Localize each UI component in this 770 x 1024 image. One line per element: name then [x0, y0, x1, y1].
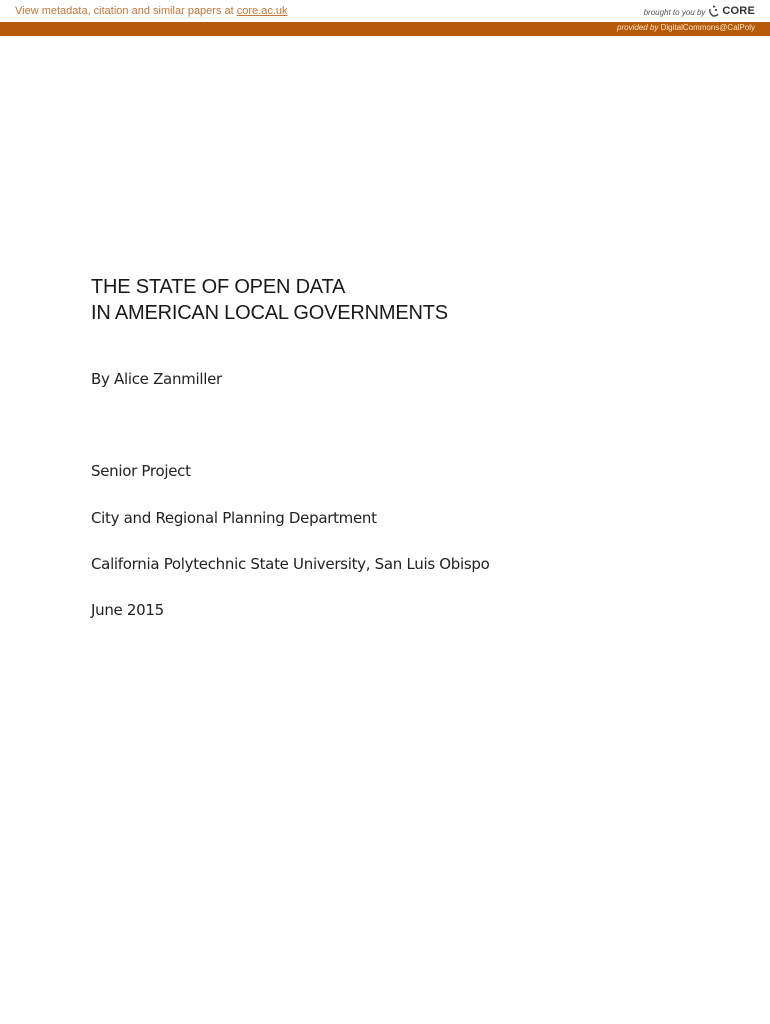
provider-name[interactable]: DigitalCommons@CalPoly: [660, 23, 755, 32]
core-logo-word: CORE: [722, 5, 755, 17]
author-line: By Alice Zanmiller: [91, 370, 222, 388]
title-page: [91, 274, 711, 619]
university: California Polytechnic State University, San Luis Obispo: [91, 555, 490, 573]
title-line-2: IN AMERICAN LOCAL GOVERNMENTS: [91, 302, 448, 324]
core-link[interactable]: core.ac.uk: [236, 5, 288, 17]
brought-to-you-text: brought to you by: [643, 7, 706, 17]
title-line-1: THE STATE OF OPEN DATA: [91, 276, 346, 298]
core-metadata-line: [15, 5, 288, 17]
project-type: Senior Project: [91, 462, 191, 480]
core-logo-icon: [708, 4, 719, 18]
date: June 2015: [91, 601, 164, 619]
core-metadata-prefix: View metadata, citation and similar papers at: [15, 5, 237, 17]
provider-bar: [0, 22, 770, 36]
provider-text: [617, 23, 755, 32]
department: City and Regional Planning Department: [91, 509, 377, 527]
core-banner: [0, 0, 770, 22]
core-brand[interactable]: [644, 2, 755, 20]
document-title: [91, 274, 711, 326]
provided-by-label: provided by: [617, 23, 659, 32]
